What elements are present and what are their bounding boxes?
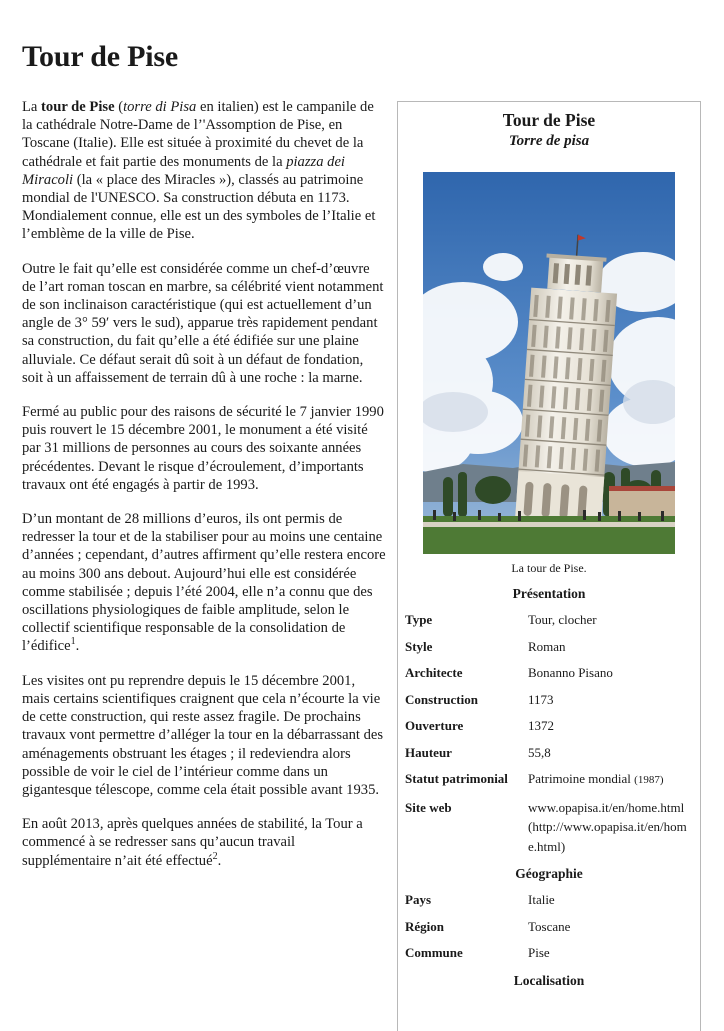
row-architecte <box>398 663 700 683</box>
heritage-year: (1987) <box>634 774 664 786</box>
row-label: Ouverture <box>405 718 464 733</box>
architect-value[interactable]: Bonanno Pisano <box>528 665 613 680</box>
infobox-title: Tour de Pise <box>502 110 596 130</box>
row-label: Site web <box>405 799 452 815</box>
row-label: Statut patrimonial <box>405 771 508 786</box>
row-label: Style <box>405 638 433 654</box>
region-value[interactable]: Toscane <box>528 918 571 934</box>
reference-1[interactable]: 1 <box>70 636 76 648</box>
row-label: Hauteur <box>405 744 452 760</box>
row-commune <box>398 943 700 963</box>
row-label: Commune <box>405 945 463 960</box>
row-label: Pays <box>405 892 431 907</box>
row-label: Type <box>405 612 433 627</box>
heritage-value[interactable]: Patrimoine mondial (1987) <box>528 771 664 786</box>
row-label: Construction <box>405 691 478 707</box>
type-value[interactable]: Tour, clocher <box>528 612 597 627</box>
paragraph-visits: Les visites ont pu reprendre depuis le 15 décembre 2001, mais certains scientifiques craignent que cela n’écourte la vie de cette construction, qui reste assez fragile. De prochains travaux vont permettre d’alléger la tour en la débarrassant des aménagements obstruant les étages ; il redeviendra alors possible de voir le ciel de l’intérieur comme dans un gigantesque télescope, comme cela était possible avant 1935. <box>22 672 384 798</box>
style-value[interactable]: Roman <box>528 638 566 654</box>
height-value: 55,8 <box>528 744 551 760</box>
row-construction <box>398 690 700 710</box>
paragraph-closure: Fermé au public pour des raisons de sécurité le 7 janvier 1990 puis rouvert le 15 décembre 2001, le monument a été visité par 31 millions de personnes au cours des soixante années précédentes. Devant le risque d’écroulement, d’importants travaux ont été engagés à partir de 1993. <box>22 404 384 493</box>
row-label: Architecte <box>405 665 463 680</box>
paragraph-intro: La tour de Pise (torre di Pisa en italien) est le campanile de la cathédrale Notre-Dame de l’'Assomption de Pise, en Toscane (Italie). Elle est située à proximité du chevet de la cathédrale et fait partie des monuments de la piazza dei Miracoli (la « place des Miracles »), classés au patrimoine mondial de l'UNESCO. Sa construction débuta en 1173. Mondialement connue, elle est un des symboles de l’Italie et l’emblème de la ville de Pise. <box>22 99 376 243</box>
subject-name: tour de Pise <box>41 99 115 115</box>
page-title: Tour de Pise <box>22 40 178 73</box>
row-region <box>398 917 700 937</box>
website-link[interactable]: www.opapisa.it/en/home.html (http://www.opapisa.it/en/home.html) <box>528 799 687 854</box>
reference-2[interactable]: 2 <box>212 850 218 862</box>
section-localisation: Localisation <box>513 972 585 988</box>
row-site <box>398 798 700 857</box>
infobox-subtitle: Torre de pisa <box>508 133 590 149</box>
row-style <box>398 637 700 657</box>
row-ouverture <box>398 716 700 736</box>
construction-value: 1173 <box>528 691 554 707</box>
tower-photo[interactable] <box>423 172 675 554</box>
row-type <box>398 610 700 630</box>
commune-value[interactable]: Pise <box>528 945 550 960</box>
photo-caption: La tour de Pise. <box>511 561 587 575</box>
article-body <box>22 98 386 886</box>
row-statut <box>398 769 700 791</box>
paragraph-architecture: Outre le fait qu’elle est considérée comme un chef-d’œuvre de l’art roman toscan en marbre, sa célébrité vient notamment de son inclinaison caractéristique (qui est actuellement d’un angle de 3° 59′ vers le sud), apparue très rapidement pendant sa construction, du fait qu’elle a été édifiée sur une plaine alluviale. Ce défaut serait dû soit à un défaut de fondation, soit à un affaissement de terrain dû à une roche : la marne. <box>22 260 384 386</box>
section-presentation: Présentation <box>512 586 586 601</box>
opening-value: 1372 <box>528 718 554 733</box>
infobox <box>397 101 701 1031</box>
paragraph-works: D’un montant de 28 millions d’euros, ils ont permis de redresser la tour et de la stabiliser pour au moins une centaine d’années ; cependant, d’autres affirment qu’elle restera encore au moins 300 ans debout. Aujourd’hui elle est considérée comme stabilisée ; depuis l’été 2004, elle n’a connu que des oscillations physiologiques de faible amplitude, selon le collectif scientifique responsable de la consolidation de l’édifice$^1$. <box>22 511 386 655</box>
country-value[interactable]: Italie <box>528 892 555 907</box>
row-hauteur <box>398 743 700 763</box>
row-pays <box>398 890 700 910</box>
paragraph-2013: En août 2013, après quelques années de stabilité, la Tour a commencé à se redresser sans qu’aucun travail supplémentaire n’ait été effectué$^2$. <box>22 816 363 869</box>
section-geographie: Géographie <box>515 866 583 881</box>
row-label: Région <box>405 918 444 934</box>
